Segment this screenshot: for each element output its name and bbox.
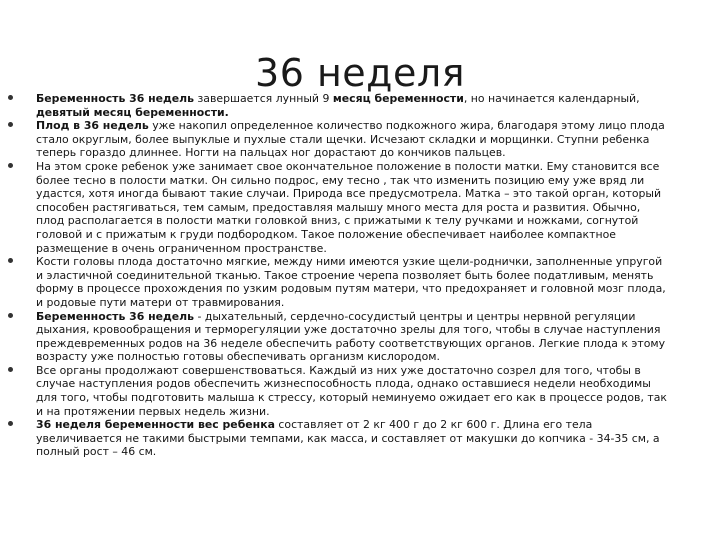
text-run: На этом сроке ребенок уже занимает свое окончательное положение в полости матки. Ему становится все более тесно в полости матки. Он сильно подрос, ему тесно , так что изменить позицию ему уже вряд ли удастся, хотя иногда бывают такие случаи. Природа все предусмотрела. Матка – это такой орган, который способен растягиваться, тем самым, предоставляя малышу много места для роста и развития. Обычно, плод располагается в полости матки головкой вниз, с прижатыми к телу ручками и ножками, согнутой головой и с прижатым к груди подбородком. Такое положение обеспечивает наиболее компактное размещение в очень ограниченном пространстве. — [36, 159, 662, 255]
text-run: Кости головы плода достаточно мягкие, между ними имеются узкие щели-роднички, заполненные упругой и эластичной соединительной тканью. Такое строение черепа позволяет быть более податливым, менять форму в процессе прохождения по узким родовым путям матери, что предохраняет и головной мозг плода, и родовые пути матери от травмирования. — [36, 255, 666, 309]
list-item — [0, 364, 720, 418]
bullet-dot — [8, 367, 13, 372]
text-run: , но начинается календарный, — [463, 92, 640, 105]
list-item — [0, 310, 720, 364]
text-run: Все органы продолжают совершенствоваться. Каждый из них уже достаточно созрел для того, чтобы в случае наступления родов обеспечить жизнеспособность плода, однако оставшиеся недели необходимы для того, чтобы подготовить малыша к стрессу, который неминуемо ожидает его как в процессе родов, так и на протяжении первых недель жизни. — [36, 363, 667, 418]
list-item — [0, 255, 720, 309]
bold-phrase: девятый месяц беременности. — [36, 105, 229, 119]
list-item — [0, 418, 720, 459]
bullet-dot — [8, 421, 13, 426]
text-run: составляет от 2 кг 400 г до 2 кг 600 г. Длина его тела увеличивается не такими быстрыми темпами, как масса, и составляет от макушки до копчика - 34-35 см, а полный рост – 46 см. — [36, 418, 660, 459]
bold-phrase: месяц беременности — [332, 92, 464, 105]
bold-phrase: Беременность 36 недель — [36, 92, 195, 105]
bullet-dot — [8, 163, 13, 168]
text-run: уже накопил определенное количество подкожного жира, благодаря этому лицо плода стало округлым, более выпуклые и пухлые стали щечки. Исчезают складки и морщинки. Ступни ребенка теперь гораздо длиннее. Ногти на пальцах ног дорастают до кончиков пальцев. — [36, 119, 665, 160]
text-run: - дыхательный, сердечно-сосудистый центры и центры нервной регуляции дыхания, кровообращения и терморегуляции уже достаточно зрелы для того, чтобы в случае наступления преждевременных родов на 36 неделе обеспечить работу соответствующих органов. Легкие плода к этому возрасту уже полностью готовы обеспечивать организм кислородом. — [36, 309, 666, 364]
bullet-dot — [8, 313, 13, 318]
bullet-list — [0, 92, 720, 459]
text-run: завершается лунный 9 — [194, 92, 333, 105]
bold-phrase: 36 неделя беременности вес ребенка — [36, 418, 275, 432]
list-item — [0, 92, 720, 119]
list-item — [0, 119, 720, 160]
list-item — [0, 160, 720, 255]
bold-phrase: Беременность 36 недель — [36, 309, 195, 323]
bullet-dot — [8, 95, 13, 100]
bullet-dot — [8, 122, 13, 127]
bullet-dot — [8, 258, 13, 263]
page-title: 36 неделя — [255, 51, 465, 96]
bold-phrase: Плод в 36 недель — [36, 119, 149, 133]
